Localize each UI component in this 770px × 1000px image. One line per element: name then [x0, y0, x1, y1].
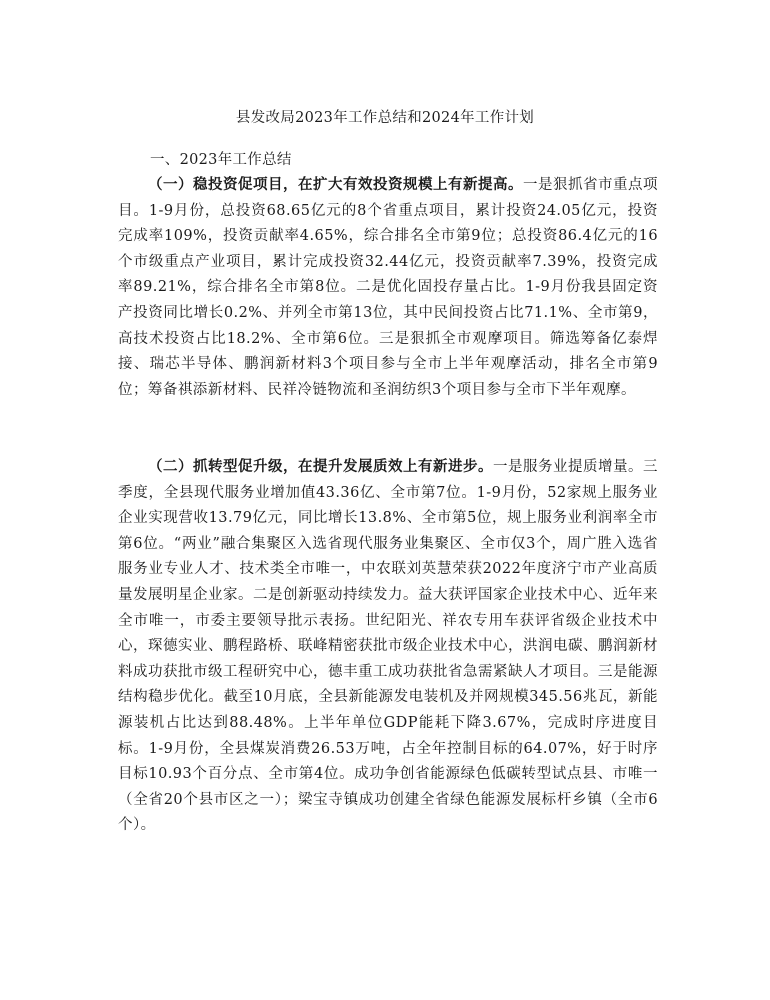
paragraph-body: 一是狠抓省市重点项目。1-9月份，总投资68.65亿元的8个省重点项目，累计投资24.05亿元，投资完成率109%，投资贡献率4.65%，综合排名全市第9位；总投资86.4亿元的16个市级重点产业项目，累计完成投资32.44亿元，投资贡献率7.39%，投资完成率89.21%，综合排名全市第8位。二是优化固投存量占比。1-9月份我县固定资产投资同比增长0.2%、并列全市第13位，其中民间投资占比71.1%、全市第9，高技术投资占比18.2%、全市第6位。三是狠抓全市观摩项目。筛选筹备亿泰焊接、瑞芯半导体、鹏润新材料3个项目参与全市上半年观摩活动，排名全市第9位；筹备祺添新材料、民祥冷链物流和圣润纺织3个项目参与全市下半年观摩。 [118, 177, 658, 398]
paragraph-body: 一是服务业提质增量。三季度，全县现代服务业增加值43.36亿、全市第7位。1-9月份，52家规上服务业企业实现营收13.79亿元，同比增长13.8%、全市第5位，规上服务业利润率全市第6位。“两业”融合集聚区入选省现代服务业集聚区、全市仅3个，周广胜入选省服务业专业人才、技术类全市唯一，中农联刘英慧荣获2022年度济宁市产业高质量发展明星企业家。二是创新驱动持续发力。益大获评国家企业技术中心、近年来全市唯一，市委主要领导批示表扬。世纪阳光、祥农专用车获评省级企业技术中心，琛德实业、鹏程路桥、联峰精密获批市级企业技术中心，洪润电碳、鹏润新材料成功获批市级工程研究中心，德丰重工成功获批省急需紧缺人才项目。三是能源结构稳步优化。截至10月底，全县新能源发电装机及并网规模345.56兆瓦，新能源装机占比达到88.48%。上半年单位GDP能耗下降3.67%，完成时序进度目标。1-9月份，全县煤炭消费26.53万吨，占全年控制目标的64.07%，好于时序目标10.93个百分点、全市第4位。成功争创省能源绿色低碳转型试点县、市唯一（全省20个县市区之一）；梁宝寺镇成功创建全省绿色能源发展标杆乡镇（全市6个）。 [118, 459, 658, 834]
document-title: 县发改局2023年工作总结和2024年工作计划 [235, 110, 535, 126]
paragraph-lead: （一）稳投资促项目，在扩大有效投资规模上有新提高。 [147, 176, 524, 193]
paragraph-investment [118, 172, 658, 403]
section-heading: 一、2023年工作总结 [150, 152, 292, 168]
paragraph-transformation [118, 454, 658, 839]
paragraph-lead: （二）抓转型促升级，在提升发展质效上有新进步。 [147, 458, 494, 475]
